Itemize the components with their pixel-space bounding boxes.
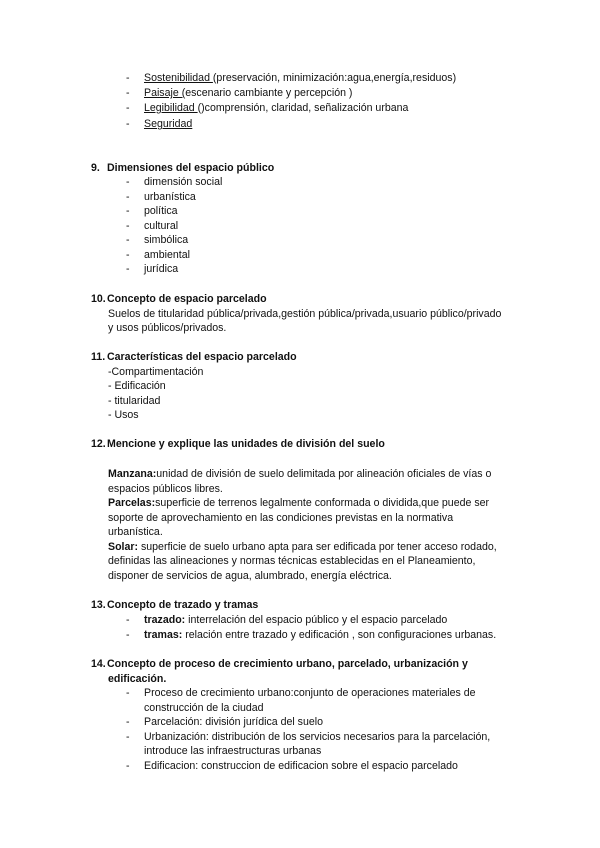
list-dash: - [126, 176, 130, 188]
list-item: ambiental [144, 249, 190, 261]
section-title: Concepto de proceso de crecimiento urbano, parcelado, urbanización y [107, 658, 468, 670]
definition-term: Parcelas: [108, 497, 156, 509]
section-12-heading [91, 437, 385, 451]
list-item: cultural [144, 220, 179, 232]
list-term: tramas: [144, 629, 183, 641]
definition-text: superficie de suelo urbano apta para ser edificada por tener acceso rodado, [138, 541, 497, 553]
list-item: simbólica [144, 234, 189, 246]
list-dash: - [126, 760, 130, 772]
paragraph-line: espacios públicos libres. [108, 483, 223, 495]
paragraph-line: disponer de servicios de agua, alumbrado, energía eléctrica. [108, 570, 392, 582]
definition-term: Solar: [108, 541, 139, 553]
list-desc: escenario cambiante y percepción ) [185, 87, 353, 99]
list-dash: - [126, 716, 130, 728]
paragraph-line: definidas las alineaciones y normas técnicas establecidas en el Planeamiento, [108, 555, 476, 567]
paragraph-line: soporte de aprovechamiento en las condiciones previstas en la normativa [108, 512, 454, 524]
section-number: 13. [91, 599, 106, 611]
list-term: Seguridad [144, 118, 193, 130]
paragraph-line: Suelos de titularidad pública/privada,gestión pública/privada,usuario público/privado [108, 308, 502, 320]
paragraph-line: y usos públicos/privados. [108, 322, 227, 334]
list-item: Edificacion: construccion de edificacion sobre el espacio parcelado [144, 760, 458, 772]
list-dash: - [126, 629, 130, 641]
list-term: Legibilidad [144, 102, 198, 114]
parcelas-definition [108, 496, 489, 510]
list-term: trazado: [144, 614, 186, 626]
list-item: Parcelación: división jurídica del suelo [144, 716, 324, 728]
list-dash: - [126, 234, 130, 246]
section-9-heading [91, 161, 274, 175]
list-term: Paisaje ( [144, 87, 186, 99]
section-number: 12. [91, 438, 106, 450]
list-item-continuation: construcción de la ciudad [144, 702, 264, 714]
section-number: 11. [91, 351, 106, 363]
section-title: Concepto de trazado y tramas [107, 599, 259, 611]
paragraph-line: - titularidad [108, 395, 161, 407]
list-item-trazado [144, 613, 447, 627]
list-item: Urbanización: distribución de los servicios necesarios para la parcelación, [144, 731, 491, 743]
list-item-sostenibilidad [144, 71, 456, 85]
list-item-continuation: introduce las infraestructuras urbanas [144, 745, 322, 757]
solar-definition [108, 540, 497, 554]
list-item-seguridad [144, 117, 192, 131]
definition-text: unidad de división de suelo delimitada por alineación oficiales de vías o [156, 468, 492, 480]
list-desc: (preservación, minimización:agua,energía,residuos) [212, 72, 457, 84]
definition-text: superficie de terrenos legalmente conformada o dividida,que puede ser [155, 497, 490, 509]
list-dash: - [126, 249, 130, 261]
list-dash: - [126, 263, 130, 275]
list-item: política [144, 205, 178, 217]
section-11-heading [91, 350, 297, 364]
list-desc: ()comprensión, claridad, señalización urbana [197, 102, 409, 114]
section-title: Mencione y explique las unidades de división del suelo [107, 438, 385, 450]
definition-term: Manzana: [108, 468, 157, 480]
section-title: Dimensiones del espacio público [107, 162, 275, 174]
section-title-continuation: edificación. [108, 673, 167, 685]
list-desc: relación entre trazado y edificación , son configuraciones urbanas. [182, 629, 497, 641]
list-desc: interrelación del espacio público y el espacio parcelado [185, 614, 448, 626]
list-dash: - [126, 614, 130, 626]
list-dash: - [126, 102, 130, 114]
paragraph-line: - Usos [108, 409, 139, 421]
list-item-tramas [144, 628, 496, 642]
paragraph-line: - Edificación [108, 380, 166, 392]
list-item: urbanística [144, 191, 196, 203]
section-title: Características del espacio parcelado [107, 351, 297, 363]
list-dash: - [126, 191, 130, 203]
list-dash: - [126, 72, 130, 84]
paragraph-line: urbanística. [108, 526, 163, 538]
section-10-heading [91, 292, 267, 306]
list-dash: - [126, 118, 130, 130]
list-item-paisaje [144, 86, 352, 100]
list-dash: - [126, 87, 130, 99]
section-number: 10. [91, 293, 106, 305]
list-item: dimensión social [144, 176, 223, 188]
manzana-definition [108, 467, 491, 481]
list-item: Proceso de crecimiento urbano:conjunto de operaciones materiales de [144, 687, 476, 699]
list-dash: - [126, 220, 130, 232]
list-dash: - [126, 687, 130, 699]
paragraph-line: -Compartimentación [108, 366, 204, 378]
section-number: 14. [91, 658, 106, 670]
section-number: 9. [91, 162, 100, 174]
list-dash: - [126, 205, 130, 217]
list-dash: - [126, 731, 130, 743]
list-item-legibilidad [144, 101, 408, 115]
list-item: jurídica [144, 263, 179, 275]
section-13-heading [91, 598, 258, 612]
section-14-heading [91, 657, 468, 671]
section-title: Concepto de espacio parcelado [107, 293, 267, 305]
list-term: Sostenibilidad [144, 72, 213, 84]
